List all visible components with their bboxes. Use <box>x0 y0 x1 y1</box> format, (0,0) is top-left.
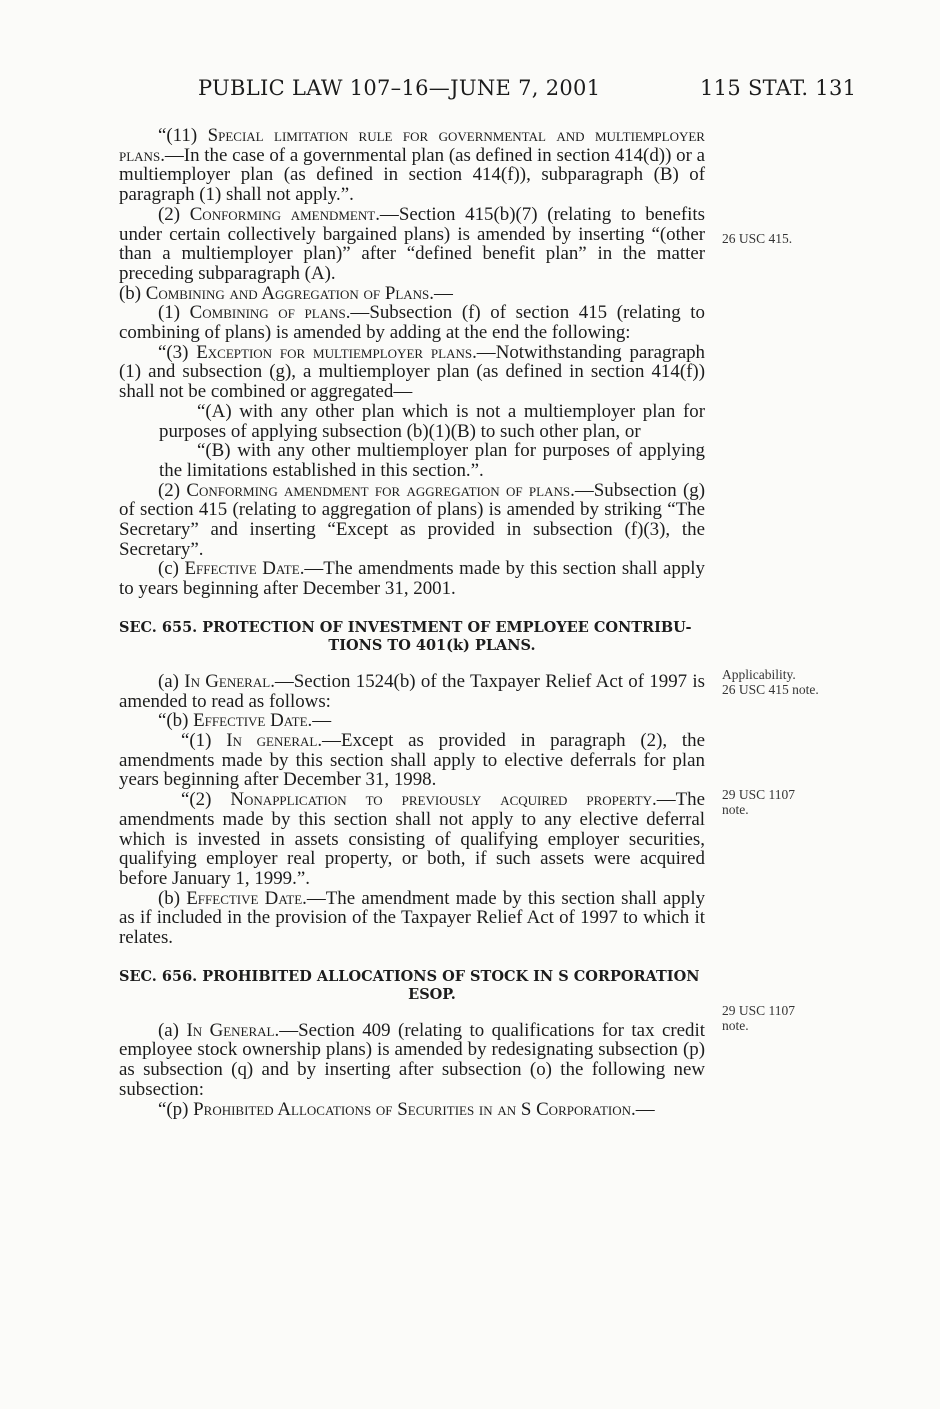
margin-note-applicability: Applicability. 26 USC 415 note. <box>722 667 819 697</box>
section-656-heading: SEC. 656. PROHIBITED ALLOCATIONS OF STOCK IN S CORPORATION ESOP. <box>119 967 700 1003</box>
subparagraph-b: “(B) with any other multiemployer plan for purposes of applying the limitations established in this section.”. <box>159 440 705 481</box>
sec656-quoted-p: “(p) Prohibited Allocations of Securities in an S Corporation.— <box>158 1098 655 1120</box>
page-body <box>119 126 705 1119</box>
statute-page-number: 115 STAT. 131 <box>700 76 857 100</box>
sec655-quoted-b: “(b) Effective Date.— <box>158 710 332 732</box>
sec656-subsection-a: (a) In General.—Section 409 (relating to qualifications for tax credit employee stock ownership plans) is amended by redesignating subsection (p) as subsection (q) and by inserting after subsection (o) the following new subsection: <box>119 1019 705 1100</box>
page-header <box>0 76 940 106</box>
paragraph-3-exception: “(3) Exception for multiemployer plans.—Notwithstanding paragraph (1) and subsection (g), a multiemployer plan (as defined in section 414(f)) shall not be combined or aggregated— <box>119 341 705 403</box>
paragraph-2-conforming-amendment: (2) Conforming amendment.—Section 415(b)(7) (relating to benefits under certain collectively bargained plans) is amended by inserting “(other than a multiemployer plan)” after “defined benefit plan” in the matter preceding subparagraph (A). <box>119 203 706 284</box>
paragraph-11-special-limitation: “(11) Special limitation rule for governmental and multiemployer plans.—In the case of a governmental plan (as defined in section 414(d)) or a multiemployer plan (as defined in section 414(f)), subparagraph (B) of paragraph (1) shall not apply.”. <box>119 125 705 206</box>
margin-note-29-usc-1107-a: 29 USC 1107 note. <box>722 787 796 817</box>
subsection-b-combining: (b) Combining and Aggregation of Plans.— <box>119 282 453 304</box>
section-655-heading: SEC. 655. PROTECTION OF INVESTMENT OF EMPLOYEE CONTRIBU- TIONS TO 401(k) PLANS. <box>119 618 692 654</box>
subsection-c-effective-date: (c) Effective Date.—The amendments made by this section shall apply to years beginning after December 31, 2001. <box>119 558 705 600</box>
running-head-title: PUBLIC LAW 107–16—JUNE 7, 2001 <box>198 76 601 100</box>
sec655-quoted-2: “(2) Nonapplication to previously acquired property.—The amendments made by this section shall not apply to any elective deferral which is invested in assets consisting of qualifying employer securities, qualifying employer real property, or both, if such assets were acquired before January 1, 1999.”. <box>119 789 705 889</box>
sec655-quoted-1: “(1) In general.—Except as provided in paragraph (2), the amendments made by this section shall apply to elective deferrals for plan years beginning after December 31, 1998. <box>119 729 706 791</box>
paragraph-2-aggregation: (2) Conforming amendment for aggregation of plans.—Subsection (g) of section 415 (relating to aggregation of plans) is amended by striking “The Secretary” and inserting “Except as provided in subsection (f)(3), the Secretary”. <box>119 479 706 560</box>
margin-note-26-usc-415: 26 USC 415. <box>722 231 793 246</box>
sec655-subsection-a: (a) In General.—Section 1524(b) of the Taxpayer Relief Act of 1997 is amended to read as follows: <box>119 670 705 712</box>
subparagraph-a: “(A) with any other plan which is not a multiemployer plan for purposes of applying subsection (b)(1)(B) to such other plan, or <box>159 400 705 442</box>
paragraph-1-combining-of-plans: (1) Combining of plans.—Subsection (f) of section 415 (relating to combining of plans) is amended by adding at the end the following: <box>119 302 705 344</box>
margin-note-29-usc-1107-b: 29 USC 1107 note. <box>722 1003 796 1033</box>
sec655-subsection-b: (b) Effective Date.—The amendment made by this section shall apply as if included in the provision of the Taxpayer Relief Act of 1997 to which it relates. <box>119 887 706 949</box>
